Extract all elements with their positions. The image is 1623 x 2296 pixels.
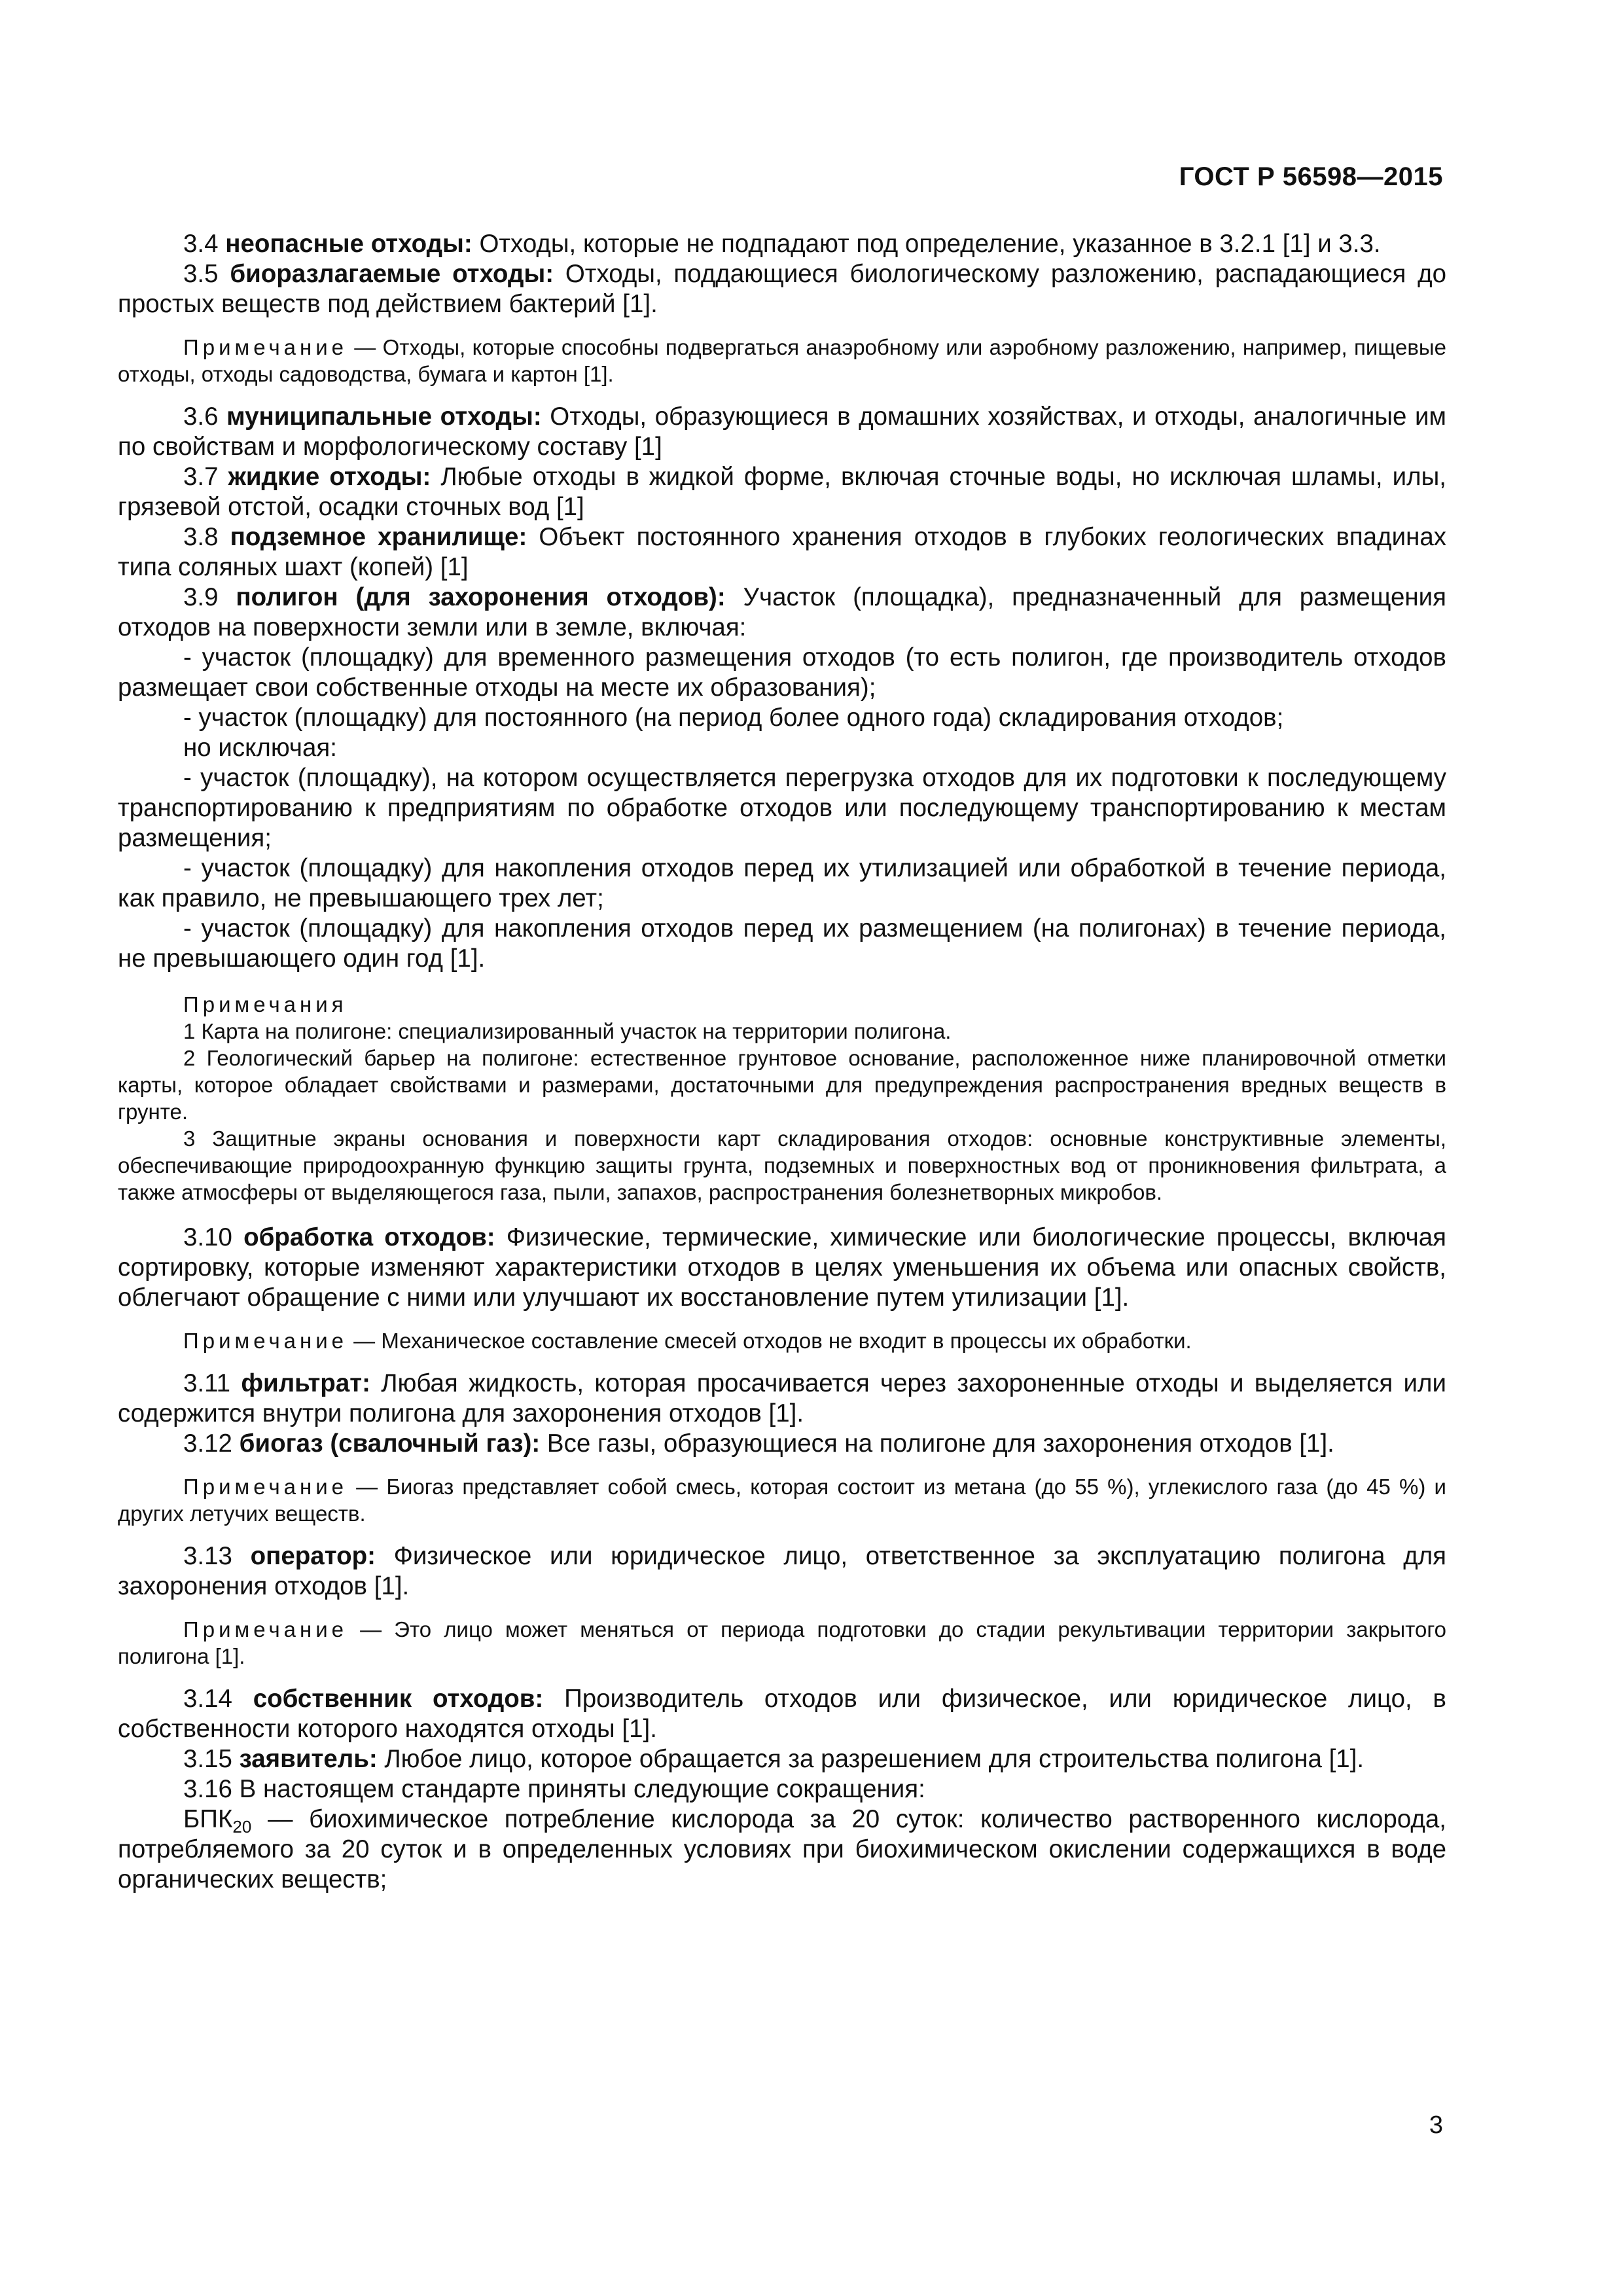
- note-item: 1 Карта на полигоне: специализированный участок на территории полигона.: [183, 1019, 952, 1043]
- clause-number: 3.16: [183, 1775, 232, 1803]
- clause-3-10: [118, 1223, 1446, 1313]
- clause-term: муниципальные отходы:: [226, 403, 542, 431]
- clause-term: биоразлагаемые отходы:: [230, 260, 554, 288]
- clause-text: Отходы, образующиеся в домашних хозяйствах, и отходы, аналогичные им по свойствам и морфологическому составу [1]: [118, 403, 1446, 461]
- note-label: Примечание: [183, 335, 348, 359]
- clause-term: заявитель:: [239, 1745, 378, 1773]
- list-item: - участок (площадку) для постоянного (на период более одного года) складирования отходов;: [183, 704, 1284, 732]
- clause-number: 3.7: [183, 463, 219, 491]
- clause-text: Любые отходы в жидкой форме, включая сточные воды, но исключая шламы, илы, грязевой отстой, осадки сточных вод [1]: [118, 463, 1446, 521]
- clause-term: оператор:: [250, 1542, 376, 1570]
- note-item: 2 Геологический барьер на полигоне: естественное грунтовое основание, расположенное ниже планировочной отметки карты, которое обладает свойствами и размерами, достаточными для предупреждения распространения вредных веществ в грунте.: [118, 1046, 1446, 1124]
- clause-number: 3.11: [183, 1369, 231, 1397]
- clause-text: Физическое или юридическое лицо, ответственное за эксплуатацию полигона для захоронения отходов [1].: [118, 1542, 1447, 1600]
- note-text: — Это лицо может меняться от периода подготовки до стадии рекультивации территории закрытого полигона [1].: [118, 1617, 1446, 1668]
- clause-number: 3.8: [183, 523, 219, 551]
- clause-text: Объект постоянного хранения отходов в глубоких геологических впадинах типа соляных шахт (копей) [1]: [118, 523, 1447, 581]
- clause-term: собственник отходов:: [253, 1685, 544, 1713]
- list-item: - участок (площадку) для временного размещения отходов (то есть полигон, где производитель отходов размещает свои собственные отходы на месте их образования);: [118, 643, 1446, 702]
- document-header: ГОСТ Р 56598—2015: [1179, 162, 1443, 191]
- clause-3-6: [118, 402, 1446, 462]
- note-label: Примечание: [183, 1475, 348, 1499]
- clause-text: Отходы, которые не подпадают под определение, указанное в 3.2.1 [1] и 3.3.: [472, 230, 1381, 258]
- note-3-13: [118, 1616, 1446, 1670]
- abbreviation-subscript: 20: [232, 1817, 252, 1837]
- note-3-5: [118, 334, 1446, 387]
- clause-term: полигон (для захоронения отходов):: [236, 583, 726, 611]
- clause-number: 3.14: [183, 1685, 232, 1713]
- clause-3-16: [118, 1774, 1446, 1804]
- abbreviation-definition: — биохимическое потребление кислорода за 20 суток: количество растворенного кислорода, потребляемого за 20 суток и в определенных условиях при биохимическом окислении содержащихся в воде органических веществ;: [118, 1805, 1446, 1893]
- clause-3-11: [118, 1369, 1446, 1429]
- clause-3-13: [118, 1541, 1446, 1602]
- note-text: — Биогаз представляет собой смесь, которая состоит из метана (до 55 %), углекислого газа (до 45 %) и других летучих веществ.: [118, 1475, 1446, 1526]
- clause-text: Все газы, образующиеся на полигоне для захоронения отходов [1].: [540, 1429, 1334, 1458]
- clause-3-15: [118, 1744, 1446, 1774]
- clause-text: Физические, термические, химические или биологические процессы, включая сортировку, которые изменяют характеристики отходов в целях уменьшения их объема или опасных свойств, облегчают обращение с ними или улучшают их восстановление путем утилизации [1].: [118, 1223, 1446, 1312]
- notes-title: Примечания: [183, 992, 348, 1016]
- clause-3-14: [118, 1684, 1446, 1744]
- clause-number: 3.13: [183, 1542, 232, 1570]
- list-item: - участок (площадку) для накопления отходов перед их размещением (на полигонах) в течение периода, не превышающего один год [1].: [118, 914, 1446, 973]
- clause-3-4: [118, 229, 1446, 259]
- clause-number: 3.6: [183, 403, 219, 431]
- clause-term: обработка отходов:: [243, 1223, 495, 1251]
- note-3-12: [118, 1473, 1446, 1527]
- clause-number: 3.4: [183, 230, 219, 258]
- note-text: — Отходы, которые способны подвергаться анаэробному или аэробному разложению, например, пищевые отходы, отходы садоводства, бумага и картон [1].: [118, 335, 1446, 386]
- clause-3-7: [118, 462, 1446, 522]
- clause-number: 3.10: [183, 1223, 232, 1251]
- clause-term: подземное хранилище:: [230, 523, 527, 551]
- document-body: [118, 229, 1446, 1895]
- clause-term: жидкие отходы:: [228, 463, 431, 491]
- note-item: 3 Защитные экраны основания и поверхности карт складирования отходов: основные конструктивные элементы, обеспечивающие природоохранную функцию защиты грунта, подземных и поверхностных вод от проникновения фильтрата, а также атмосферы от выделяющегося газа, пыли, запахов, распространения болезнетворных микробов.: [118, 1126, 1446, 1204]
- clause-3-5: [118, 259, 1446, 319]
- clause-term: неопасные отходы:: [225, 230, 473, 258]
- clause-number: 3.15: [183, 1745, 232, 1773]
- clause-text: Отходы, поддающиеся биологическому разложению, распадающиеся до простых веществ под действием бактерий [1].: [118, 260, 1447, 318]
- clause-number: 3.5: [183, 260, 219, 288]
- clause-number: 3.9: [183, 583, 219, 611]
- note-text: — Механическое составление смесей отходов не входит в процессы их обработки.: [348, 1329, 1192, 1353]
- clause-text: В настоящем стандарте приняты следующие сокращения:: [232, 1775, 925, 1803]
- page-number: 3: [1429, 2111, 1443, 2139]
- clause-text: Любое лицо, которое обращается за разрешением для строительства полигона [1].: [377, 1745, 1364, 1773]
- clause-term: биогаз (свалочный газ):: [239, 1429, 541, 1458]
- note-label: Примечание: [183, 1617, 348, 1641]
- list-item: - участок (площадку) для накопления отходов перед их утилизацией или обработкой в течение периода, как правило, не превышающего трех лет;: [118, 854, 1446, 912]
- note-3-10: [118, 1327, 1446, 1354]
- clause-text: Любая жидкость, которая просачивается через захороненные отходы и выделяется или содержится внутри полигона для захоронения отходов [1].: [118, 1369, 1446, 1427]
- clause-term: фильтрат:: [241, 1369, 370, 1397]
- clause-3-8: [118, 522, 1446, 583]
- clause-text: Производитель отходов или физическое, или юридическое лицо, в собственности которого находятся отходы [1].: [118, 1685, 1446, 1743]
- clause-text: Участок (площадка), предназначенный для размещения отходов на поверхности земли или в земле, включая:: [118, 583, 1446, 641]
- clause-3-12: [118, 1429, 1446, 1459]
- note-label: Примечание: [183, 1329, 348, 1353]
- list-item: - участок (площадку), на котором осуществляется перегрузка отходов для их подготовки к последующему транспортированию к предприятиям по обработке отходов или последующему транспортированию к местам размещения;: [118, 764, 1446, 852]
- clause-number: 3.12: [183, 1429, 232, 1458]
- list-item: но исключая:: [183, 734, 337, 762]
- clause-3-9: [118, 583, 1446, 643]
- abbreviation: БПК: [183, 1805, 233, 1833]
- abbreviation-bpk20: [118, 1804, 1446, 1895]
